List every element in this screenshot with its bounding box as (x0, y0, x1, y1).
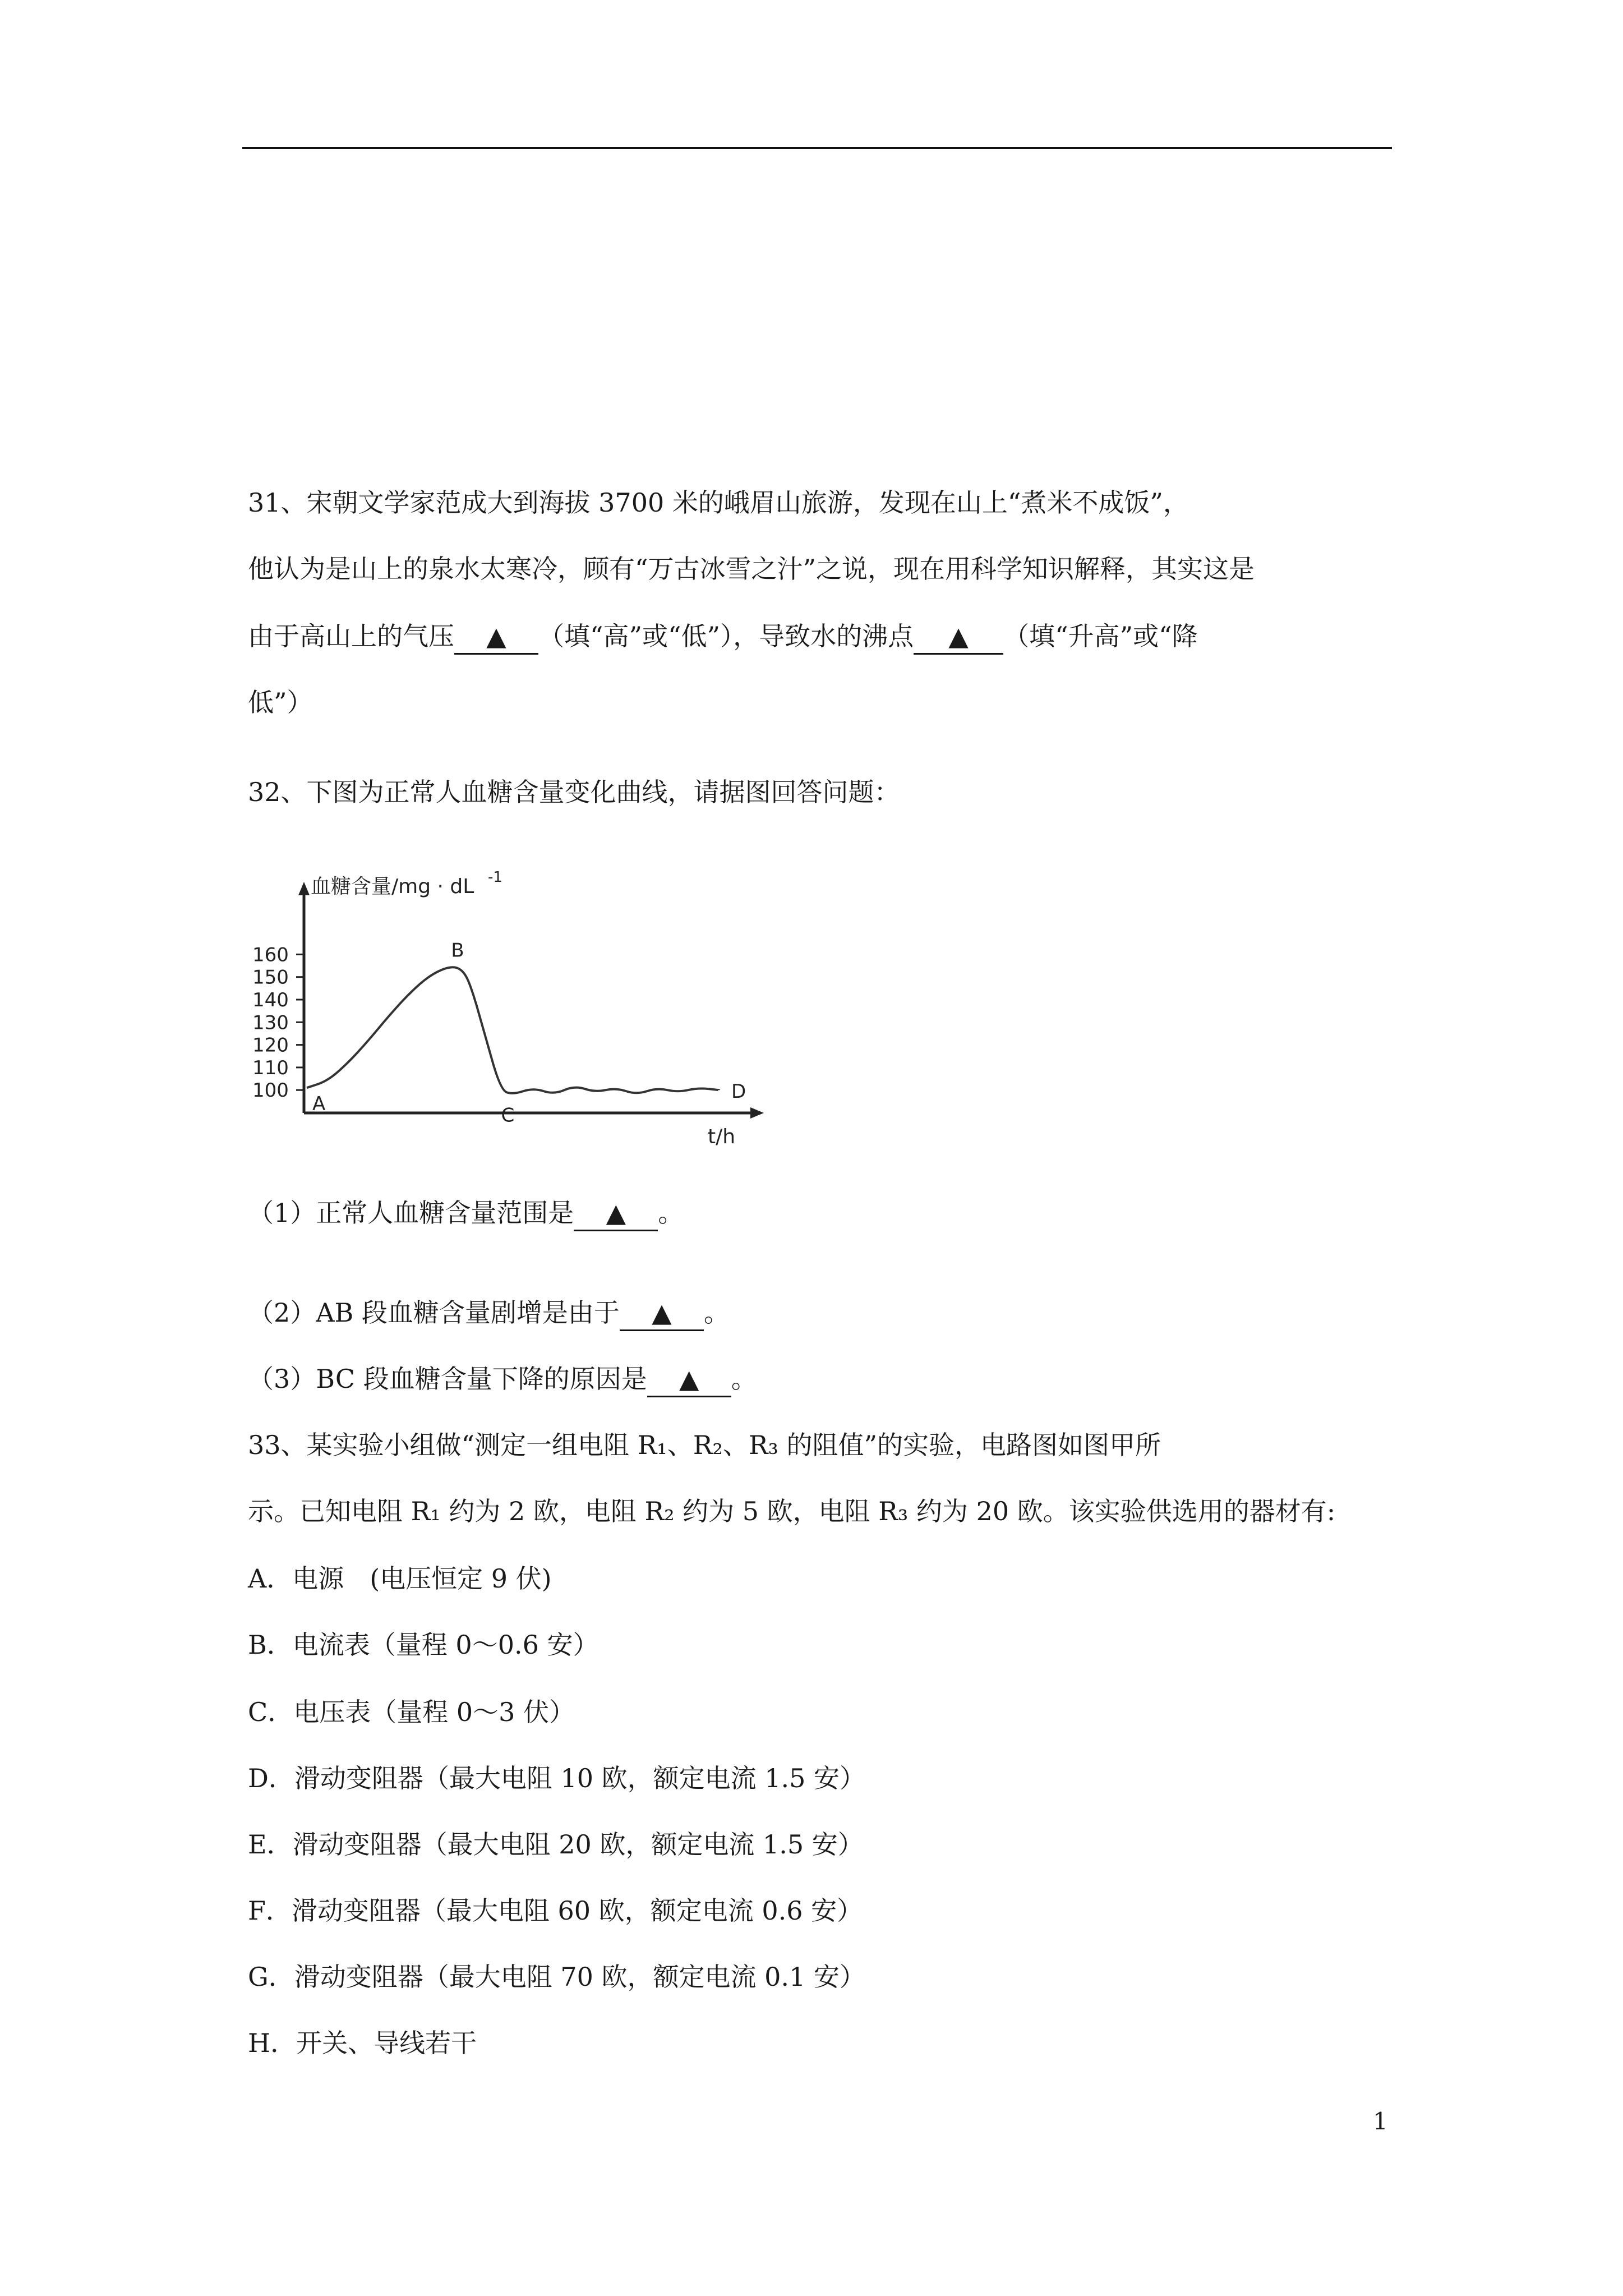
q33-option-c: C．电压表（量程 0～3 伏） (248, 1697, 575, 1727)
q32-answer-blank-1[interactable]: ▲ (574, 1196, 658, 1231)
q32-sub-1 (248, 1196, 684, 1231)
x-axis-label: t/h (708, 1125, 736, 1148)
q31-answer-blank-1[interactable]: ▲ (454, 619, 538, 655)
y-tick-label: 130 (252, 1011, 289, 1034)
q31-line-2: 他认为是山上的泉水太寒冷，顾有“万古冰雪之汁”之说，现在用科学知识解释，其实这是 (248, 554, 1255, 584)
y-tick-label: 140 (252, 989, 289, 1011)
blood-sugar-curve (307, 967, 719, 1093)
q31-text-b: （填“高”或“低”），导致水的沸点 (538, 621, 914, 651)
y-tick-label: 100 (252, 1079, 289, 1102)
page-number: 1 (1373, 2108, 1388, 2135)
point-labels (312, 940, 746, 1127)
q31-text-c: （填“升高”或“降 (1003, 621, 1198, 651)
y-axis-label-superscript: -1 (488, 869, 502, 886)
y-tick-label: 160 (252, 944, 289, 967)
y-ticks (252, 944, 304, 1102)
q31-line-3 (248, 619, 1198, 655)
q33-line-2: 示。已知电阻 R₁ 约为 2 欧，电阻 R₂ 约为 5 欧，电阻 R₃ 约为 20 欧。该实验供选用的器材有: (248, 1496, 1336, 1526)
q32-sub-2 (248, 1296, 730, 1331)
q33-option-e: E．滑动变阻器（最大电阻 20 欧，额定电流 1.5 安） (248, 1829, 864, 1860)
header-rule (242, 147, 1392, 149)
y-tick-label: 150 (252, 966, 289, 989)
q32-answer-blank-3[interactable]: ▲ (647, 1362, 731, 1397)
q33-option-b: B．电流表（量程 0～0.6 安） (248, 1630, 599, 1660)
point-label-d: D (731, 1080, 746, 1103)
q32-sub1-text: （1）正常人血糖含量范围是 (248, 1198, 574, 1228)
q32-answer-blank-2[interactable]: ▲ (620, 1296, 704, 1331)
q31-text-a: 由于高山上的气压 (248, 621, 454, 651)
q32-stem: 32、下图为正常人血糖含量变化曲线，请据图回答问题： (248, 777, 900, 807)
q33-line-1: 33、某实验小组做“测定一组电阻 R₁、R₂、R₃ 的阻值”的实验，电路图如图甲所 (248, 1430, 1161, 1460)
q33-option-f: F．滑动变阻器（最大电阻 60 欧，额定电流 0.6 安） (248, 1895, 863, 1926)
q33-option-g: G．滑动变阻器（最大电阻 70 欧，额定电流 0.1 安） (248, 1962, 865, 1992)
q32-sub1-end: 。 (658, 1198, 684, 1228)
y-axis-arrow (298, 882, 310, 895)
q32-sub-3 (248, 1362, 757, 1397)
q31-answer-blank-2[interactable]: ▲ (914, 619, 1003, 655)
q32-sub3-text: （3）BC 段血糖含量下降的原因是 (248, 1364, 647, 1394)
y-axis-label: 血糖含量/mg · dL (311, 875, 474, 898)
point-label-a: A (312, 1093, 326, 1116)
y-tick-label: 110 (252, 1056, 289, 1079)
q32-sub2-text: （2）AB 段血糖含量剧增是由于 (248, 1297, 620, 1328)
point-label-c: C (501, 1104, 515, 1127)
y-tick-label: 120 (252, 1034, 289, 1057)
q33-option-h: H．开关、导线若干 (248, 2028, 477, 2058)
q33-option-a: A．电源 (电压恒定 9 伏) (248, 1563, 552, 1594)
chart-axes (298, 882, 764, 1119)
q31-line-1: 31、宋朝文学家范成大到海拔 3700 米的峨眉山旅游，发现在山上“煮米不成饭”， (248, 487, 1189, 518)
blood-sugar-chart (248, 868, 775, 1160)
q32-sub2-end: 。 (703, 1297, 730, 1328)
q31-line-4: 低”） (248, 687, 313, 717)
q32-sub3-end: 。 (731, 1364, 757, 1394)
x-axis-arrow (750, 1107, 764, 1119)
point-label-b: B (451, 939, 464, 962)
q33-option-d: D．滑动变阻器（最大电阻 10 欧，额定电流 1.5 安） (248, 1763, 866, 1793)
